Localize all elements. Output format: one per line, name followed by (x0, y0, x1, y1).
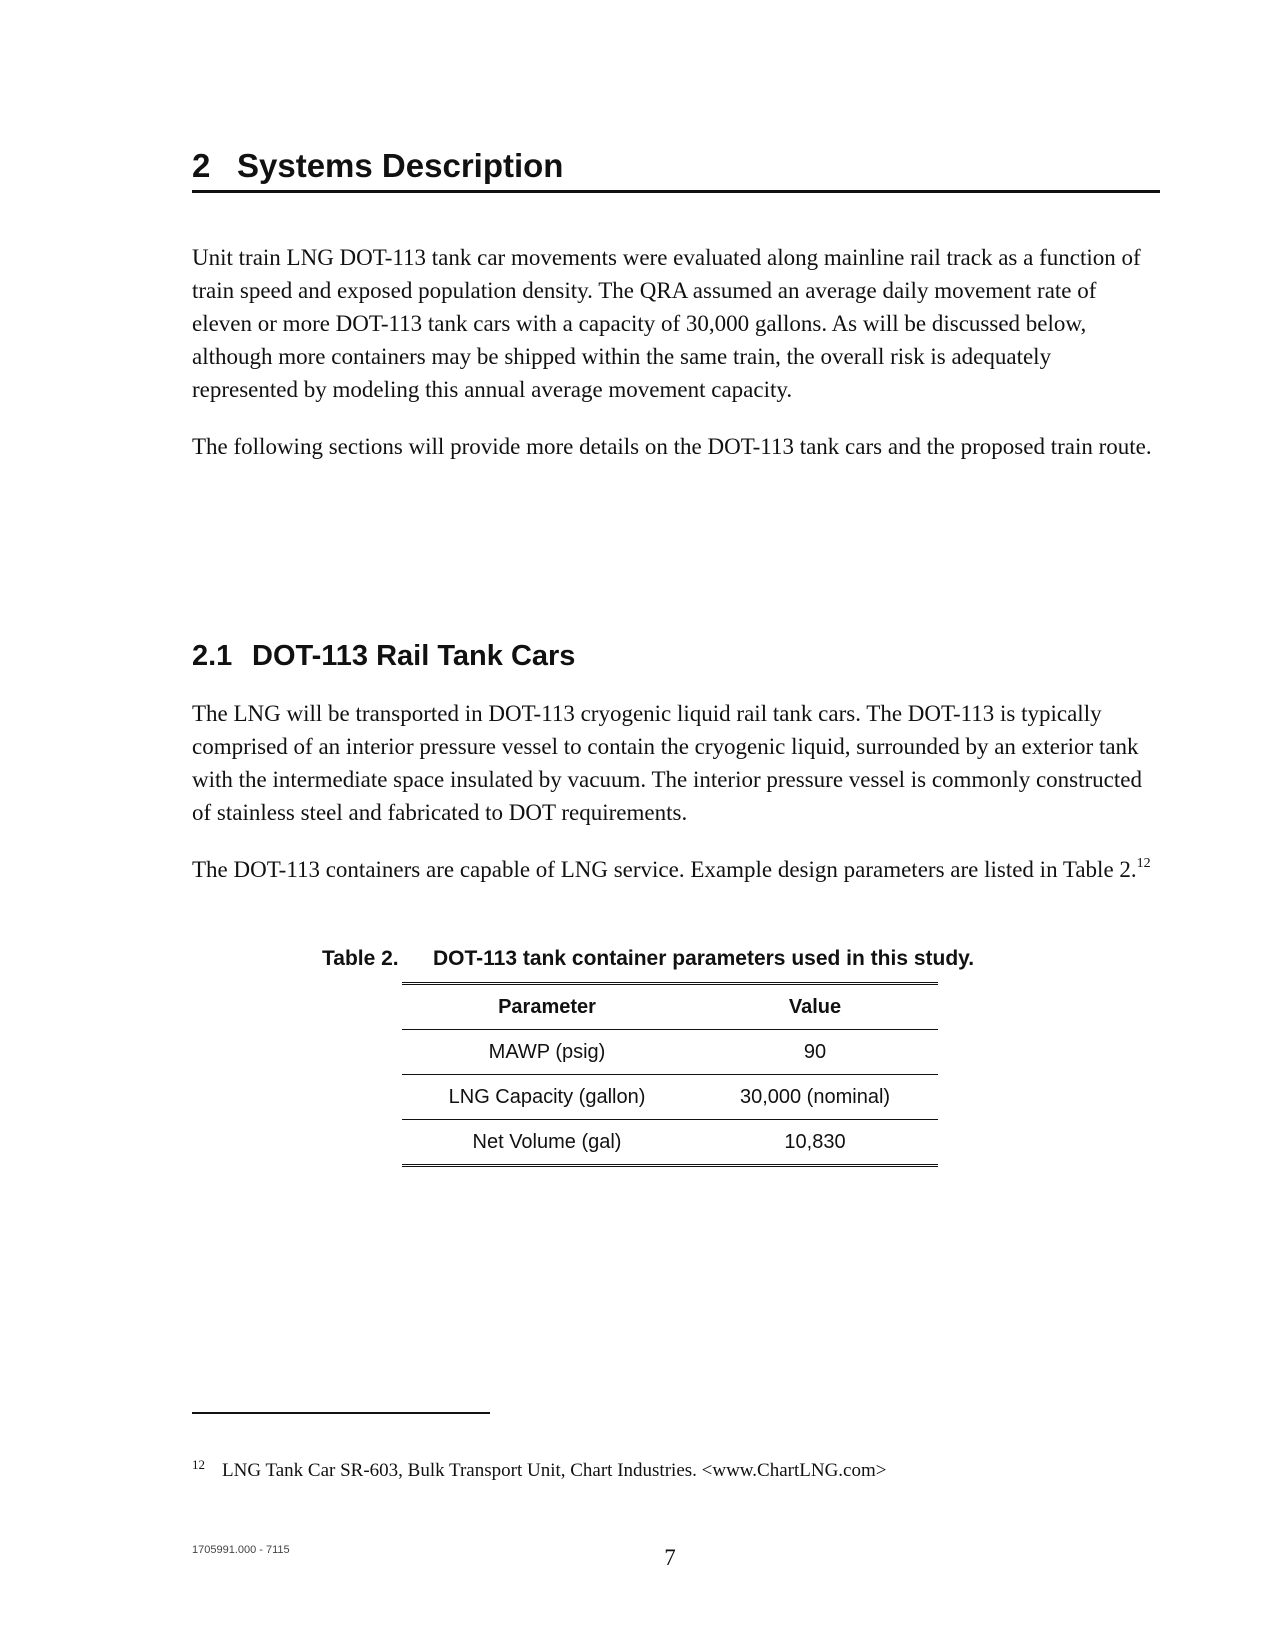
table-caption (322, 946, 974, 972)
section-number: 2 (192, 147, 211, 184)
subsection-paragraph-2-text: The DOT-113 containers are capable of LNG service. Example design parameters are listed in Table 2. (192, 857, 1137, 882)
section-paragraph-1: Unit train LNG DOT-113 tank car movements were evaluated along mainline rail track as a function of train speed and exposed population density. The QRA assumed an average daily movement rate of eleven or more DOT-113 tank cars with a capacity of 30,000 gallons. As will be discussed below, although more containers may be shipped within the same train, the overall risk is adequately represented by modeling this annual average movement capacity. (192, 245, 1141, 402)
table-cell-value: 90 (692, 1030, 938, 1075)
footnote-number: 12 (192, 1457, 205, 1472)
subsection-number: 2.1 (192, 640, 233, 672)
subsection-paragraph-1: The LNG will be transported in DOT-113 cryogenic liquid rail tank cars. The DOT-113 is typically comprised of an interior pressure vessel to contain the cryogenic liquid, surrounded by an exterior tank with the intermediate space insulated by vacuum. The interior pressure vessel is commonly constructed of stainless steel and fabricated to DOT requirements. (192, 701, 1142, 825)
table-label: Table 2. (322, 947, 399, 970)
table-cell-parameter: MAWP (psig) (402, 1030, 692, 1075)
section-paragraph-2: The following sections will provide more details on the DOT-113 tank cars and the proposed train route. (192, 434, 1152, 459)
document-id: 1705991.000 - 7115 (192, 1544, 290, 1556)
footnote (192, 1453, 886, 1483)
table-row (402, 1030, 938, 1075)
section-heading (192, 146, 1160, 193)
table-header-parameter: Parameter (402, 984, 692, 1030)
table-row (402, 1120, 938, 1166)
parameters-table (402, 982, 938, 1167)
footnote-divider (192, 1412, 490, 1414)
table-cell-parameter: LNG Capacity (gallon) (402, 1075, 692, 1120)
subsection-title: DOT-113 Rail Tank Cars (252, 640, 576, 672)
subsection-heading (192, 638, 575, 674)
table-cell-value: 30,000 (nominal) (692, 1075, 938, 1120)
table-header-row (402, 984, 938, 1030)
footnote-text: LNG Tank Car SR-603, Bulk Transport Unit, Chart Industries. <www.ChartLNG.com> (222, 1460, 887, 1481)
table-cell-value: 10,830 (784, 1130, 846, 1153)
table-cell-parameter: Net Volume (gal) (472, 1130, 622, 1153)
footnote-reference[interactable]: 12 (1136, 856, 1151, 871)
page-number: 7 (664, 1545, 676, 1570)
table-header-value: Value (692, 984, 938, 1030)
subsection-paragraph-2 (192, 853, 1160, 886)
table-caption-text: DOT-113 tank container parameters used in this study. (433, 947, 975, 970)
section-title: Systems Description (237, 147, 564, 184)
table-row (402, 1075, 938, 1120)
